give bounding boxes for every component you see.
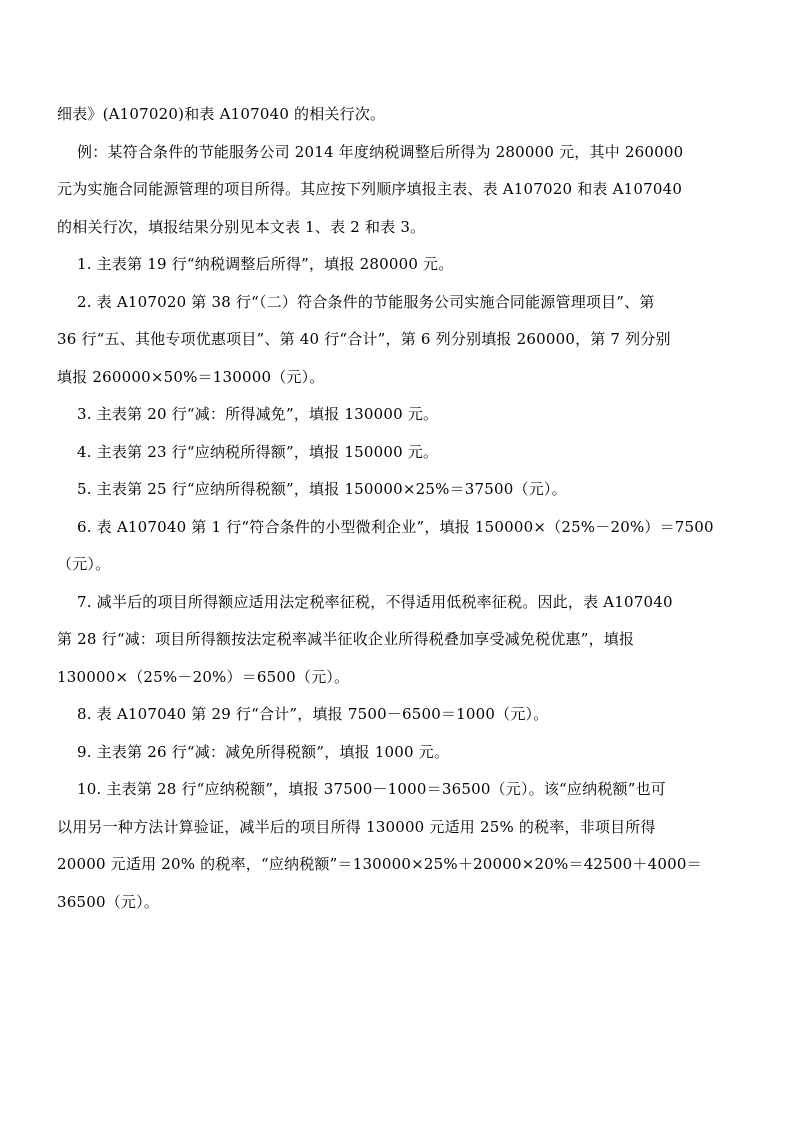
- step-6-line: 6. 表 A107040 第 1 行“符合条件的小型微利企业”，填报 150000×（25%－20%）＝7500: [77, 517, 714, 536]
- document-body: [57, 96, 737, 921]
- step-4-line: 4. 主表第 23 行“应纳税所得额”，填报 150000 元。: [77, 442, 439, 461]
- text-line: 20000 元适用 20% 的税率，“应纳税额”＝130000×25%＋20000×20%＝42500＋4000＝: [57, 855, 702, 873]
- text-line: 36 行“五、其他专项优惠项目”、第 40 行“合计”，第 6 列分别填报 260000，第 7 列分别: [57, 330, 671, 348]
- step-9-line: 9. 主表第 26 行“减：减免所得税额”，填报 1000 元。: [77, 742, 450, 761]
- text-line: 填报 260000×50%＝130000（元）。: [57, 367, 325, 386]
- step-5-line: 5. 主表第 25 行“应纳所得税额”，填报 150000×25%＝37500（元）。: [77, 480, 567, 498]
- step-10-line: 10. 主表第 28 行“应纳税额”，填报 37500－1000＝36500（元）。该“应纳税额”也可: [77, 780, 666, 798]
- text-line: （元）。: [57, 555, 111, 573]
- text-line: 的相关行次，填报结果分别见本文表 1、表 2 和表 3。: [57, 217, 426, 236]
- step-3-line: 3. 主表第 20 行“减：所得减免”，填报 130000 元。: [77, 405, 439, 423]
- step-2-line: 2. 表 A107020 第 38 行“（二）符合条件的节能服务公司实施合同能源管理项目”、第: [77, 292, 655, 311]
- text-line: 细表》(A107020)和表 A107040 的相关行次。: [57, 105, 386, 123]
- example-paragraph-line: 例：某符合条件的节能服务公司 2014 年度纳税调整后所得为 280000 元，其中 260000: [77, 142, 684, 161]
- text-line: 第 28 行“减：项目所得额按法定税率减半征收企业所得税叠加享受减免税优惠”，填报: [57, 630, 635, 648]
- text-line: 36500（元）。: [57, 892, 160, 911]
- step-8-line: 8. 表 A107040 第 29 行“合计”，填报 7500－6500＝1000（元）。: [77, 705, 549, 723]
- step-7-line: 7. 减半后的项目所得额应适用法定税率征税，不得适用低税率征税。因此，表 A107040: [77, 592, 673, 611]
- text-line: 以用另一种方法计算验证，减半后的项目所得 130000 元适用 25% 的税率，非项目所得: [57, 817, 656, 836]
- step-1-line: 1. 主表第 19 行“纳税调整后所得”，填报 280000 元。: [77, 255, 454, 273]
- text-line: 元为实施合同能源管理的项目所得。其应按下列顺序填报主表、表 A107020 和表 A107040: [57, 180, 683, 198]
- text-line: 130000×（25%－20%）＝6500（元）。: [57, 667, 350, 686]
